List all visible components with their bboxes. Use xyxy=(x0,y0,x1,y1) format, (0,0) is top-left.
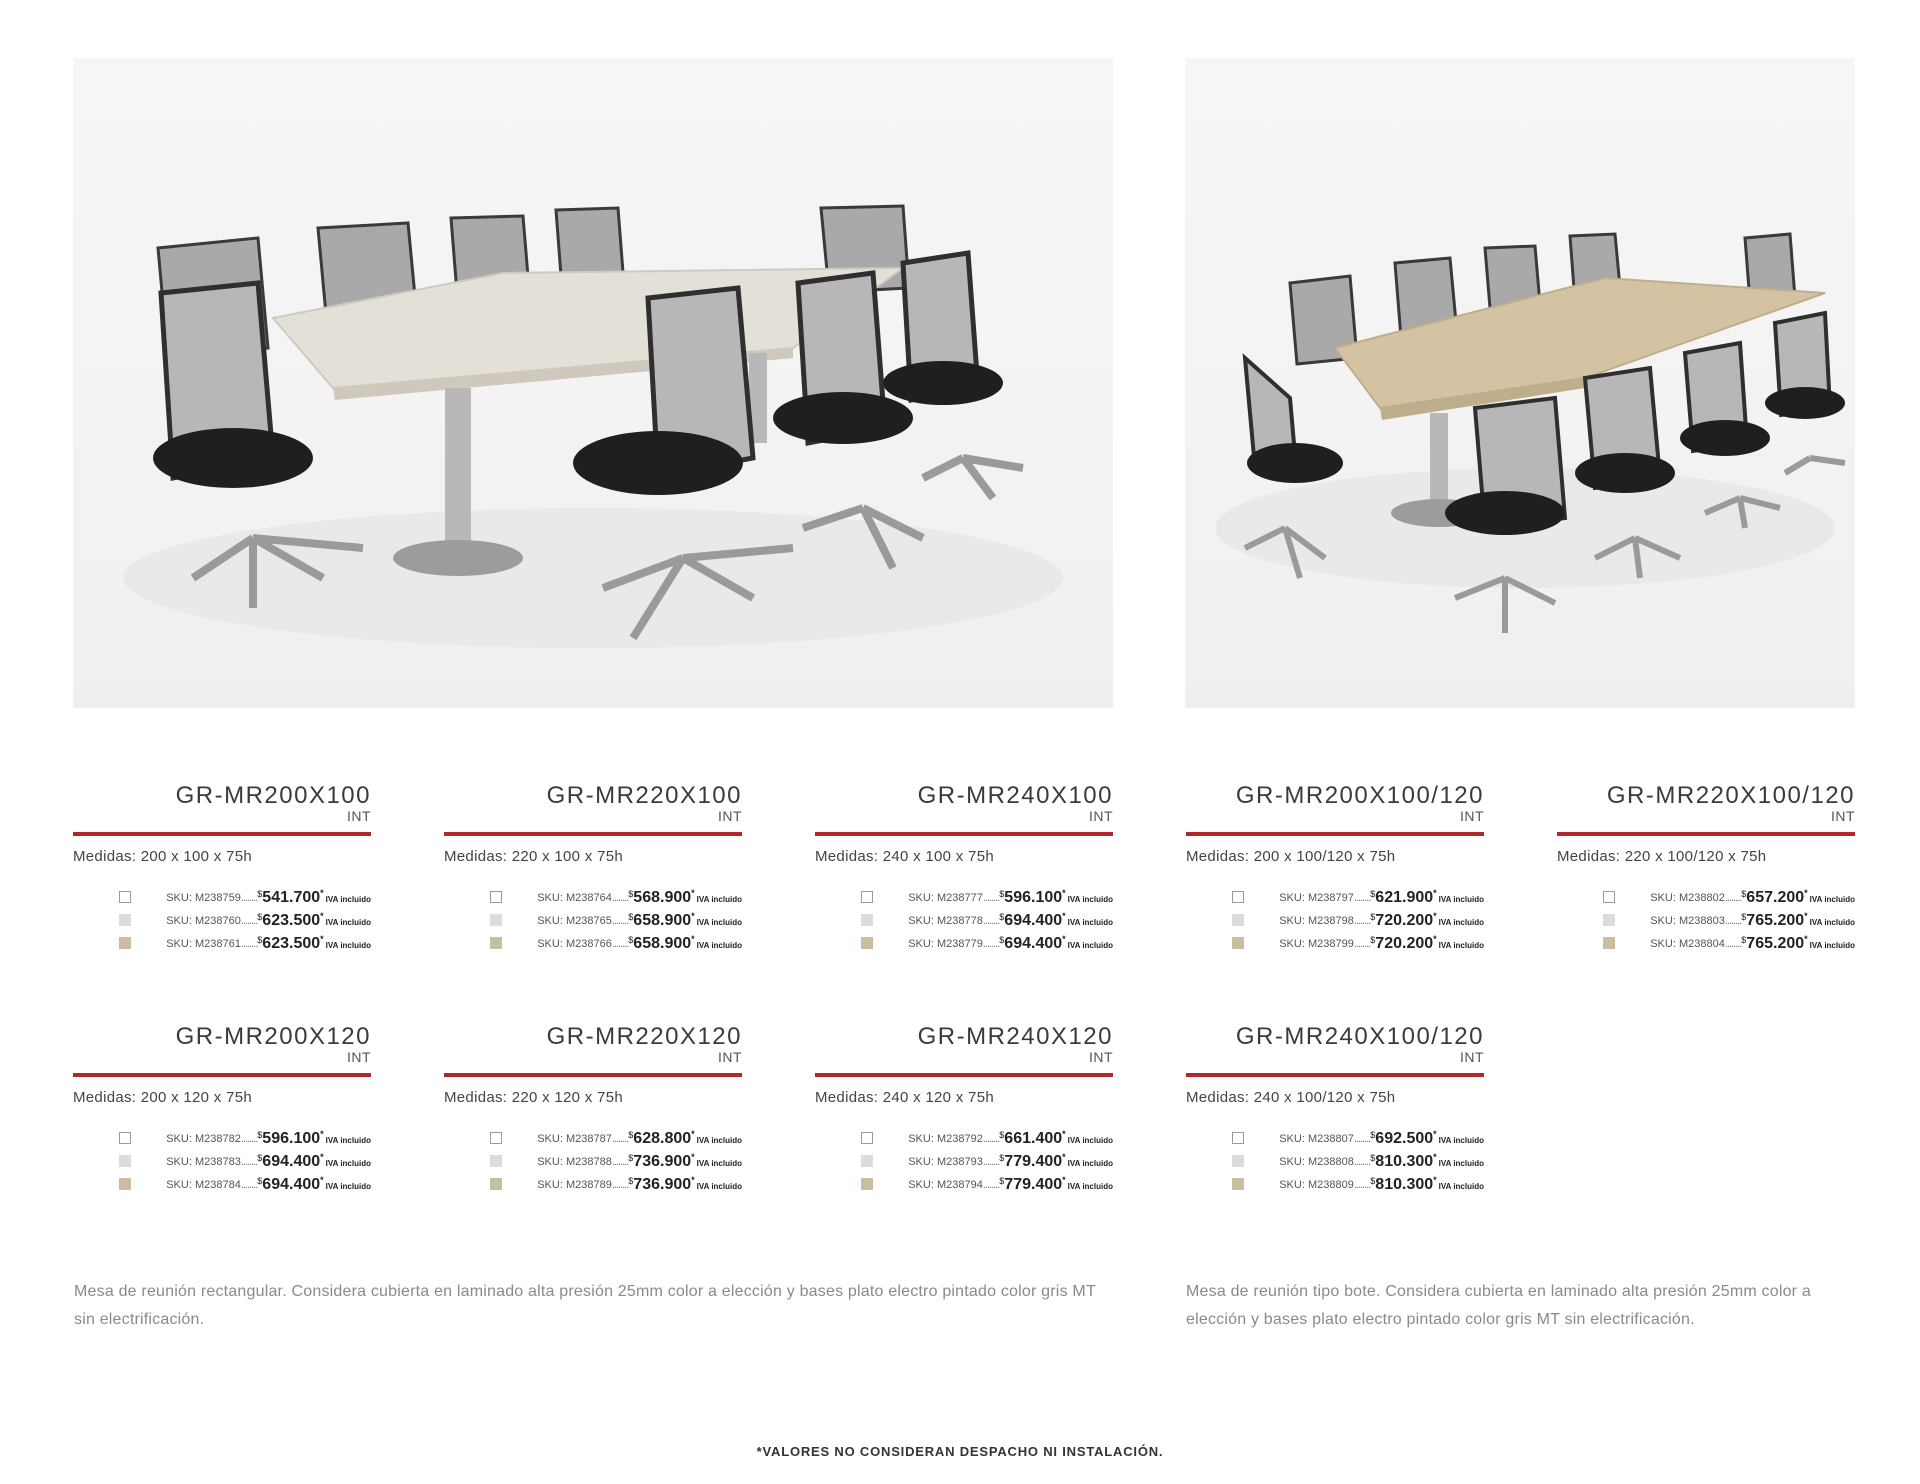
sku-list xyxy=(490,886,742,955)
model-code: GR-MR220X100 xyxy=(546,782,742,809)
iva-label: IVA incluido xyxy=(696,894,742,904)
color-swatch xyxy=(1232,937,1244,949)
product-photo-boat-table xyxy=(1185,58,1855,708)
sku-code: SKU: M238765 xyxy=(537,914,612,927)
sku-code: SKU: M238793 xyxy=(908,1155,983,1168)
price: 694.400 xyxy=(262,1152,321,1170)
price-asterisk: * xyxy=(1062,1175,1066,1185)
sku-row xyxy=(119,909,371,932)
currency-symbol: $ xyxy=(628,912,634,922)
sku-code: SKU: M238766 xyxy=(537,937,612,950)
iva-label: IVA incluido xyxy=(325,1135,371,1145)
price: 657.200 xyxy=(1746,888,1805,906)
sku-row xyxy=(119,1173,371,1196)
product-block-gr-mr240x120 xyxy=(815,1023,1113,1223)
leader-dots: ........ xyxy=(982,891,1000,904)
sku-row xyxy=(119,886,371,909)
iva-label: IVA incluido xyxy=(696,1135,742,1145)
sku-row xyxy=(1232,1173,1484,1196)
price-asterisk: * xyxy=(320,934,324,944)
sku-row xyxy=(1603,932,1855,955)
accent-rule xyxy=(1557,832,1855,836)
color-swatch xyxy=(1232,1132,1244,1144)
model-code: GR-MR200X100/120 xyxy=(1235,782,1484,809)
color-swatch xyxy=(1232,891,1244,903)
sku-row xyxy=(490,932,742,955)
sku-row xyxy=(119,1150,371,1173)
product-photo-rectangular-table xyxy=(73,58,1113,708)
iva-label: IVA incluido xyxy=(1067,1135,1113,1145)
price-asterisk: * xyxy=(691,888,695,898)
color-swatch xyxy=(1603,914,1615,926)
sku-code: SKU: M238777 xyxy=(908,891,983,904)
color-swatch xyxy=(861,891,873,903)
iva-label: IVA incluido xyxy=(325,1158,371,1168)
footer-disclaimer: *VALORES NO CONSIDERAN DESPACHO NI INSTALACIÓN. xyxy=(756,1444,1164,1459)
sku-row xyxy=(861,1150,1113,1173)
model-code: GR-MR220X100/120 xyxy=(1606,782,1855,809)
iva-label: IVA incluido xyxy=(1809,894,1855,904)
color-swatch xyxy=(490,891,502,903)
product-block-gr-mr240x100 xyxy=(815,782,1113,982)
sku-list xyxy=(1232,886,1484,955)
price-asterisk: * xyxy=(1062,1152,1066,1162)
sku-row xyxy=(490,886,742,909)
iva-label: IVA incluido xyxy=(1438,917,1484,927)
product-block-gr-mr200x120 xyxy=(73,1023,371,1223)
price-asterisk: * xyxy=(691,1129,695,1139)
iva-label: IVA incluido xyxy=(696,1158,742,1168)
sku-code: SKU: M238782 xyxy=(166,1132,241,1145)
currency-symbol: $ xyxy=(628,1153,634,1163)
sku-code: SKU: M238783 xyxy=(166,1155,241,1168)
color-swatch xyxy=(861,937,873,949)
leader-dots: ........ xyxy=(982,1178,1000,1191)
price: 779.400 xyxy=(1004,1152,1063,1170)
boat-table-illustration xyxy=(1185,58,1855,708)
leader-dots: ........ xyxy=(611,914,629,927)
color-swatch xyxy=(1603,937,1615,949)
sku-code: SKU: M238797 xyxy=(1279,891,1354,904)
sku-code: SKU: M238779 xyxy=(908,937,983,950)
leader-dots: ........ xyxy=(1353,914,1371,927)
price: 692.500 xyxy=(1375,1129,1434,1147)
price: 623.500 xyxy=(262,911,321,929)
price-asterisk: * xyxy=(1433,888,1437,898)
sku-code: SKU: M238787 xyxy=(537,1132,612,1145)
currency-symbol: $ xyxy=(257,889,263,899)
model-suffix: INT xyxy=(1459,1049,1484,1065)
leader-dots: ........ xyxy=(611,1178,629,1191)
sku-row xyxy=(1232,909,1484,932)
currency-symbol: $ xyxy=(1741,935,1747,945)
sku-code: SKU: M238803 xyxy=(1650,914,1725,927)
sku-row xyxy=(861,1127,1113,1150)
price: 736.900 xyxy=(633,1152,692,1170)
currency-symbol: $ xyxy=(628,935,634,945)
price: 720.200 xyxy=(1375,934,1434,952)
leader-dots: ........ xyxy=(240,1178,258,1191)
price-asterisk: * xyxy=(1062,911,1066,921)
currency-symbol: $ xyxy=(1741,912,1747,922)
color-swatch xyxy=(1232,914,1244,926)
currency-symbol: $ xyxy=(1370,912,1376,922)
currency-symbol: $ xyxy=(1741,889,1747,899)
sku-code: SKU: M238764 xyxy=(537,891,612,904)
iva-label: IVA incluido xyxy=(1809,940,1855,950)
currency-symbol: $ xyxy=(257,1153,263,1163)
accent-rule xyxy=(73,832,371,836)
sku-list xyxy=(490,1127,742,1196)
leader-dots: ........ xyxy=(1353,1132,1371,1145)
price: 541.700 xyxy=(262,888,321,906)
leader-dots: ........ xyxy=(1353,1178,1371,1191)
iva-label: IVA incluido xyxy=(696,940,742,950)
model-code: GR-MR240X100/120 xyxy=(1235,1023,1484,1050)
leader-dots: ........ xyxy=(611,1132,629,1145)
color-swatch xyxy=(119,914,131,926)
currency-symbol: $ xyxy=(999,935,1005,945)
sku-code: SKU: M238788 xyxy=(537,1155,612,1168)
leader-dots: ........ xyxy=(1353,891,1371,904)
iva-label: IVA incluido xyxy=(1067,917,1113,927)
price-asterisk: * xyxy=(320,1129,324,1139)
sku-code: SKU: M238799 xyxy=(1279,937,1354,950)
leader-dots: ........ xyxy=(1724,891,1742,904)
leader-dots: ........ xyxy=(1724,937,1742,950)
price: 621.900 xyxy=(1375,888,1434,906)
price-asterisk: * xyxy=(1804,934,1808,944)
product-block-gr-mr240x100-120 xyxy=(1186,1023,1484,1223)
sku-list xyxy=(119,1127,371,1196)
currency-symbol: $ xyxy=(999,889,1005,899)
iva-label: IVA incluido xyxy=(1067,894,1113,904)
iva-label: IVA incluido xyxy=(325,894,371,904)
dimensions-text: Medidas: 220 x 120 x 75h xyxy=(444,1089,623,1106)
color-swatch xyxy=(490,1132,502,1144)
sku-list xyxy=(861,886,1113,955)
price-asterisk: * xyxy=(1062,888,1066,898)
price-asterisk: * xyxy=(1062,934,1066,944)
sku-code: SKU: M238778 xyxy=(908,914,983,927)
price: 596.100 xyxy=(1004,888,1063,906)
sku-row xyxy=(1232,1150,1484,1173)
sku-code: SKU: M238794 xyxy=(908,1178,983,1191)
model-code: GR-MR200X100 xyxy=(175,782,371,809)
currency-symbol: $ xyxy=(999,1130,1005,1140)
currency-symbol: $ xyxy=(257,912,263,922)
model-suffix: INT xyxy=(1088,1049,1113,1065)
price: 810.300 xyxy=(1375,1175,1434,1193)
accent-rule xyxy=(1186,1073,1484,1077)
price-asterisk: * xyxy=(320,1152,324,1162)
leader-dots: ........ xyxy=(982,1155,1000,1168)
sku-row xyxy=(861,1173,1113,1196)
color-swatch xyxy=(119,1132,131,1144)
color-swatch xyxy=(861,1178,873,1190)
iva-label: IVA incluido xyxy=(1067,1181,1113,1191)
model-suffix: INT xyxy=(1830,808,1855,824)
color-swatch xyxy=(1232,1178,1244,1190)
color-swatch xyxy=(1232,1155,1244,1167)
sku-code: SKU: M238761 xyxy=(166,937,241,950)
leader-dots: ........ xyxy=(982,937,1000,950)
accent-rule xyxy=(73,1073,371,1077)
dimensions-text: Medidas: 240 x 120 x 75h xyxy=(815,1089,994,1106)
leader-dots: ........ xyxy=(240,914,258,927)
currency-symbol: $ xyxy=(628,1130,634,1140)
dimensions-text: Medidas: 240 x 100/120 x 75h xyxy=(1186,1089,1396,1106)
sku-row xyxy=(1603,886,1855,909)
leader-dots: ........ xyxy=(611,1155,629,1168)
leader-dots: ........ xyxy=(240,891,258,904)
sku-row xyxy=(1232,932,1484,955)
price: 623.500 xyxy=(262,934,321,952)
sku-code: SKU: M238784 xyxy=(166,1178,241,1191)
price-asterisk: * xyxy=(691,934,695,944)
currency-symbol: $ xyxy=(628,1176,634,1186)
sku-code: SKU: M238789 xyxy=(537,1178,612,1191)
sku-code: SKU: M238804 xyxy=(1650,937,1725,950)
currency-symbol: $ xyxy=(999,912,1005,922)
price-asterisk: * xyxy=(1433,1175,1437,1185)
currency-symbol: $ xyxy=(257,1130,263,1140)
currency-symbol: $ xyxy=(999,1153,1005,1163)
model-code: GR-MR240X120 xyxy=(917,1023,1113,1050)
iva-label: IVA incluido xyxy=(325,940,371,950)
leader-dots: ........ xyxy=(1353,1155,1371,1168)
dimensions-text: Medidas: 200 x 100 x 75h xyxy=(73,848,252,865)
leader-dots: ........ xyxy=(982,914,1000,927)
color-swatch xyxy=(1603,891,1615,903)
color-swatch xyxy=(490,1155,502,1167)
leader-dots: ........ xyxy=(1353,937,1371,950)
price: 765.200 xyxy=(1746,934,1805,952)
color-swatch xyxy=(119,1155,131,1167)
price: 568.900 xyxy=(633,888,692,906)
leader-dots: ........ xyxy=(240,937,258,950)
iva-label: IVA incluido xyxy=(1438,894,1484,904)
dimensions-text: Medidas: 200 x 120 x 75h xyxy=(73,1089,252,1106)
currency-symbol: $ xyxy=(999,1176,1005,1186)
sku-row xyxy=(119,932,371,955)
price: 720.200 xyxy=(1375,911,1434,929)
iva-label: IVA incluido xyxy=(696,1181,742,1191)
leader-dots: ........ xyxy=(611,891,629,904)
price-asterisk: * xyxy=(1433,911,1437,921)
price: 694.400 xyxy=(262,1175,321,1193)
price-asterisk: * xyxy=(1433,1129,1437,1139)
iva-label: IVA incluido xyxy=(1067,940,1113,950)
color-swatch xyxy=(490,937,502,949)
sku-code: SKU: M238760 xyxy=(166,914,241,927)
model-suffix: INT xyxy=(346,808,371,824)
product-block-gr-mr220x100 xyxy=(444,782,742,982)
price: 694.400 xyxy=(1004,911,1063,929)
price-asterisk: * xyxy=(691,1175,695,1185)
color-swatch xyxy=(861,914,873,926)
dimensions-text: Medidas: 220 x 100/120 x 75h xyxy=(1557,848,1767,865)
price: 736.900 xyxy=(633,1175,692,1193)
sku-row xyxy=(861,909,1113,932)
price-asterisk: * xyxy=(1062,1129,1066,1139)
currency-symbol: $ xyxy=(1370,935,1376,945)
color-swatch xyxy=(119,1178,131,1190)
leader-dots: ........ xyxy=(1724,914,1742,927)
accent-rule xyxy=(815,832,1113,836)
model-suffix: INT xyxy=(717,808,742,824)
accent-rule xyxy=(444,1073,742,1077)
price: 810.300 xyxy=(1375,1152,1434,1170)
price-asterisk: * xyxy=(691,1152,695,1162)
model-suffix: INT xyxy=(717,1049,742,1065)
iva-label: IVA incluido xyxy=(696,917,742,927)
price: 765.200 xyxy=(1746,911,1805,929)
dimensions-text: Medidas: 220 x 100 x 75h xyxy=(444,848,623,865)
sku-row xyxy=(861,932,1113,955)
price-asterisk: * xyxy=(691,911,695,921)
currency-symbol: $ xyxy=(1370,1130,1376,1140)
currency-symbol: $ xyxy=(257,1176,263,1186)
price-asterisk: * xyxy=(320,1175,324,1185)
sku-list xyxy=(1603,886,1855,955)
sku-row xyxy=(1232,886,1484,909)
description-boat-table: Mesa de reunión tipo bote. Considera cubierta en laminado alta presión 25mm color a elección y bases plato electro pintado color gris MT sin electrificación. xyxy=(1186,1283,1811,1328)
iva-label: IVA incluido xyxy=(1438,1181,1484,1191)
color-swatch xyxy=(119,937,131,949)
description-rectangular-table: Mesa de reunión rectangular. Considera cubierta en laminado alta presión 25mm color a elección y bases plato electro pintado color gris MT sin electrificación. xyxy=(74,1283,1096,1328)
currency-symbol: $ xyxy=(257,935,263,945)
price: 658.900 xyxy=(633,934,692,952)
accent-rule xyxy=(444,832,742,836)
price-asterisk: * xyxy=(320,911,324,921)
sku-row xyxy=(490,1173,742,1196)
price: 658.900 xyxy=(633,911,692,929)
sku-code: SKU: M238802 xyxy=(1650,891,1725,904)
accent-rule xyxy=(815,1073,1113,1077)
dimensions-text: Medidas: 200 x 100/120 x 75h xyxy=(1186,848,1396,865)
currency-symbol: $ xyxy=(628,889,634,899)
rectangular-table-illustration xyxy=(73,58,1113,708)
color-swatch xyxy=(119,891,131,903)
price: 596.100 xyxy=(262,1129,321,1147)
sku-code: SKU: M238808 xyxy=(1279,1155,1354,1168)
currency-symbol: $ xyxy=(1370,889,1376,899)
price: 779.400 xyxy=(1004,1175,1063,1193)
price-asterisk: * xyxy=(1433,934,1437,944)
sku-list xyxy=(119,886,371,955)
price-asterisk: * xyxy=(1433,1152,1437,1162)
price: 694.400 xyxy=(1004,934,1063,952)
color-swatch xyxy=(861,1155,873,1167)
price-asterisk: * xyxy=(1804,888,1808,898)
dimensions-text: Medidas: 240 x 100 x 75h xyxy=(815,848,994,865)
sku-code: SKU: M238759 xyxy=(166,891,241,904)
leader-dots: ........ xyxy=(611,937,629,950)
sku-list xyxy=(1232,1127,1484,1196)
iva-label: IVA incluido xyxy=(1067,1158,1113,1168)
sku-row xyxy=(1232,1127,1484,1150)
iva-label: IVA incluido xyxy=(1438,1158,1484,1168)
iva-label: IVA incluido xyxy=(1809,917,1855,927)
accent-rule xyxy=(1186,832,1484,836)
model-suffix: INT xyxy=(1088,808,1113,824)
product-block-gr-mr200x100 xyxy=(73,782,371,982)
iva-label: IVA incluido xyxy=(325,917,371,927)
model-code: GR-MR200X120 xyxy=(175,1023,371,1050)
model-code: GR-MR220X120 xyxy=(546,1023,742,1050)
price: 628.800 xyxy=(633,1129,692,1147)
sku-code: SKU: M238809 xyxy=(1279,1178,1354,1191)
model-suffix: INT xyxy=(1459,808,1484,824)
sku-code: SKU: M238798 xyxy=(1279,914,1354,927)
product-block-gr-mr220x120 xyxy=(444,1023,742,1223)
iva-label: IVA incluido xyxy=(1438,1135,1484,1145)
color-swatch xyxy=(490,914,502,926)
leader-dots: ........ xyxy=(982,1132,1000,1145)
sku-row xyxy=(119,1127,371,1150)
product-block-gr-mr220x100-120 xyxy=(1557,782,1855,982)
sku-row xyxy=(490,1150,742,1173)
sku-list xyxy=(861,1127,1113,1196)
leader-dots: ........ xyxy=(240,1132,258,1145)
sku-row xyxy=(1603,909,1855,932)
iva-label: IVA incluido xyxy=(1438,940,1484,950)
price-asterisk: * xyxy=(320,888,324,898)
color-swatch xyxy=(861,1132,873,1144)
iva-label: IVA incluido xyxy=(325,1181,371,1191)
sku-row xyxy=(490,909,742,932)
currency-symbol: $ xyxy=(1370,1153,1376,1163)
product-block-gr-mr200x100-120 xyxy=(1186,782,1484,982)
sku-code: SKU: M238792 xyxy=(908,1132,983,1145)
sku-row xyxy=(861,886,1113,909)
model-suffix: INT xyxy=(346,1049,371,1065)
sku-code: SKU: M238807 xyxy=(1279,1132,1354,1145)
sku-row xyxy=(490,1127,742,1150)
model-code: GR-MR240X100 xyxy=(917,782,1113,809)
price-asterisk: * xyxy=(1804,911,1808,921)
leader-dots: ........ xyxy=(240,1155,258,1168)
currency-symbol: $ xyxy=(1370,1176,1376,1186)
color-swatch xyxy=(490,1178,502,1190)
price: 661.400 xyxy=(1004,1129,1063,1147)
